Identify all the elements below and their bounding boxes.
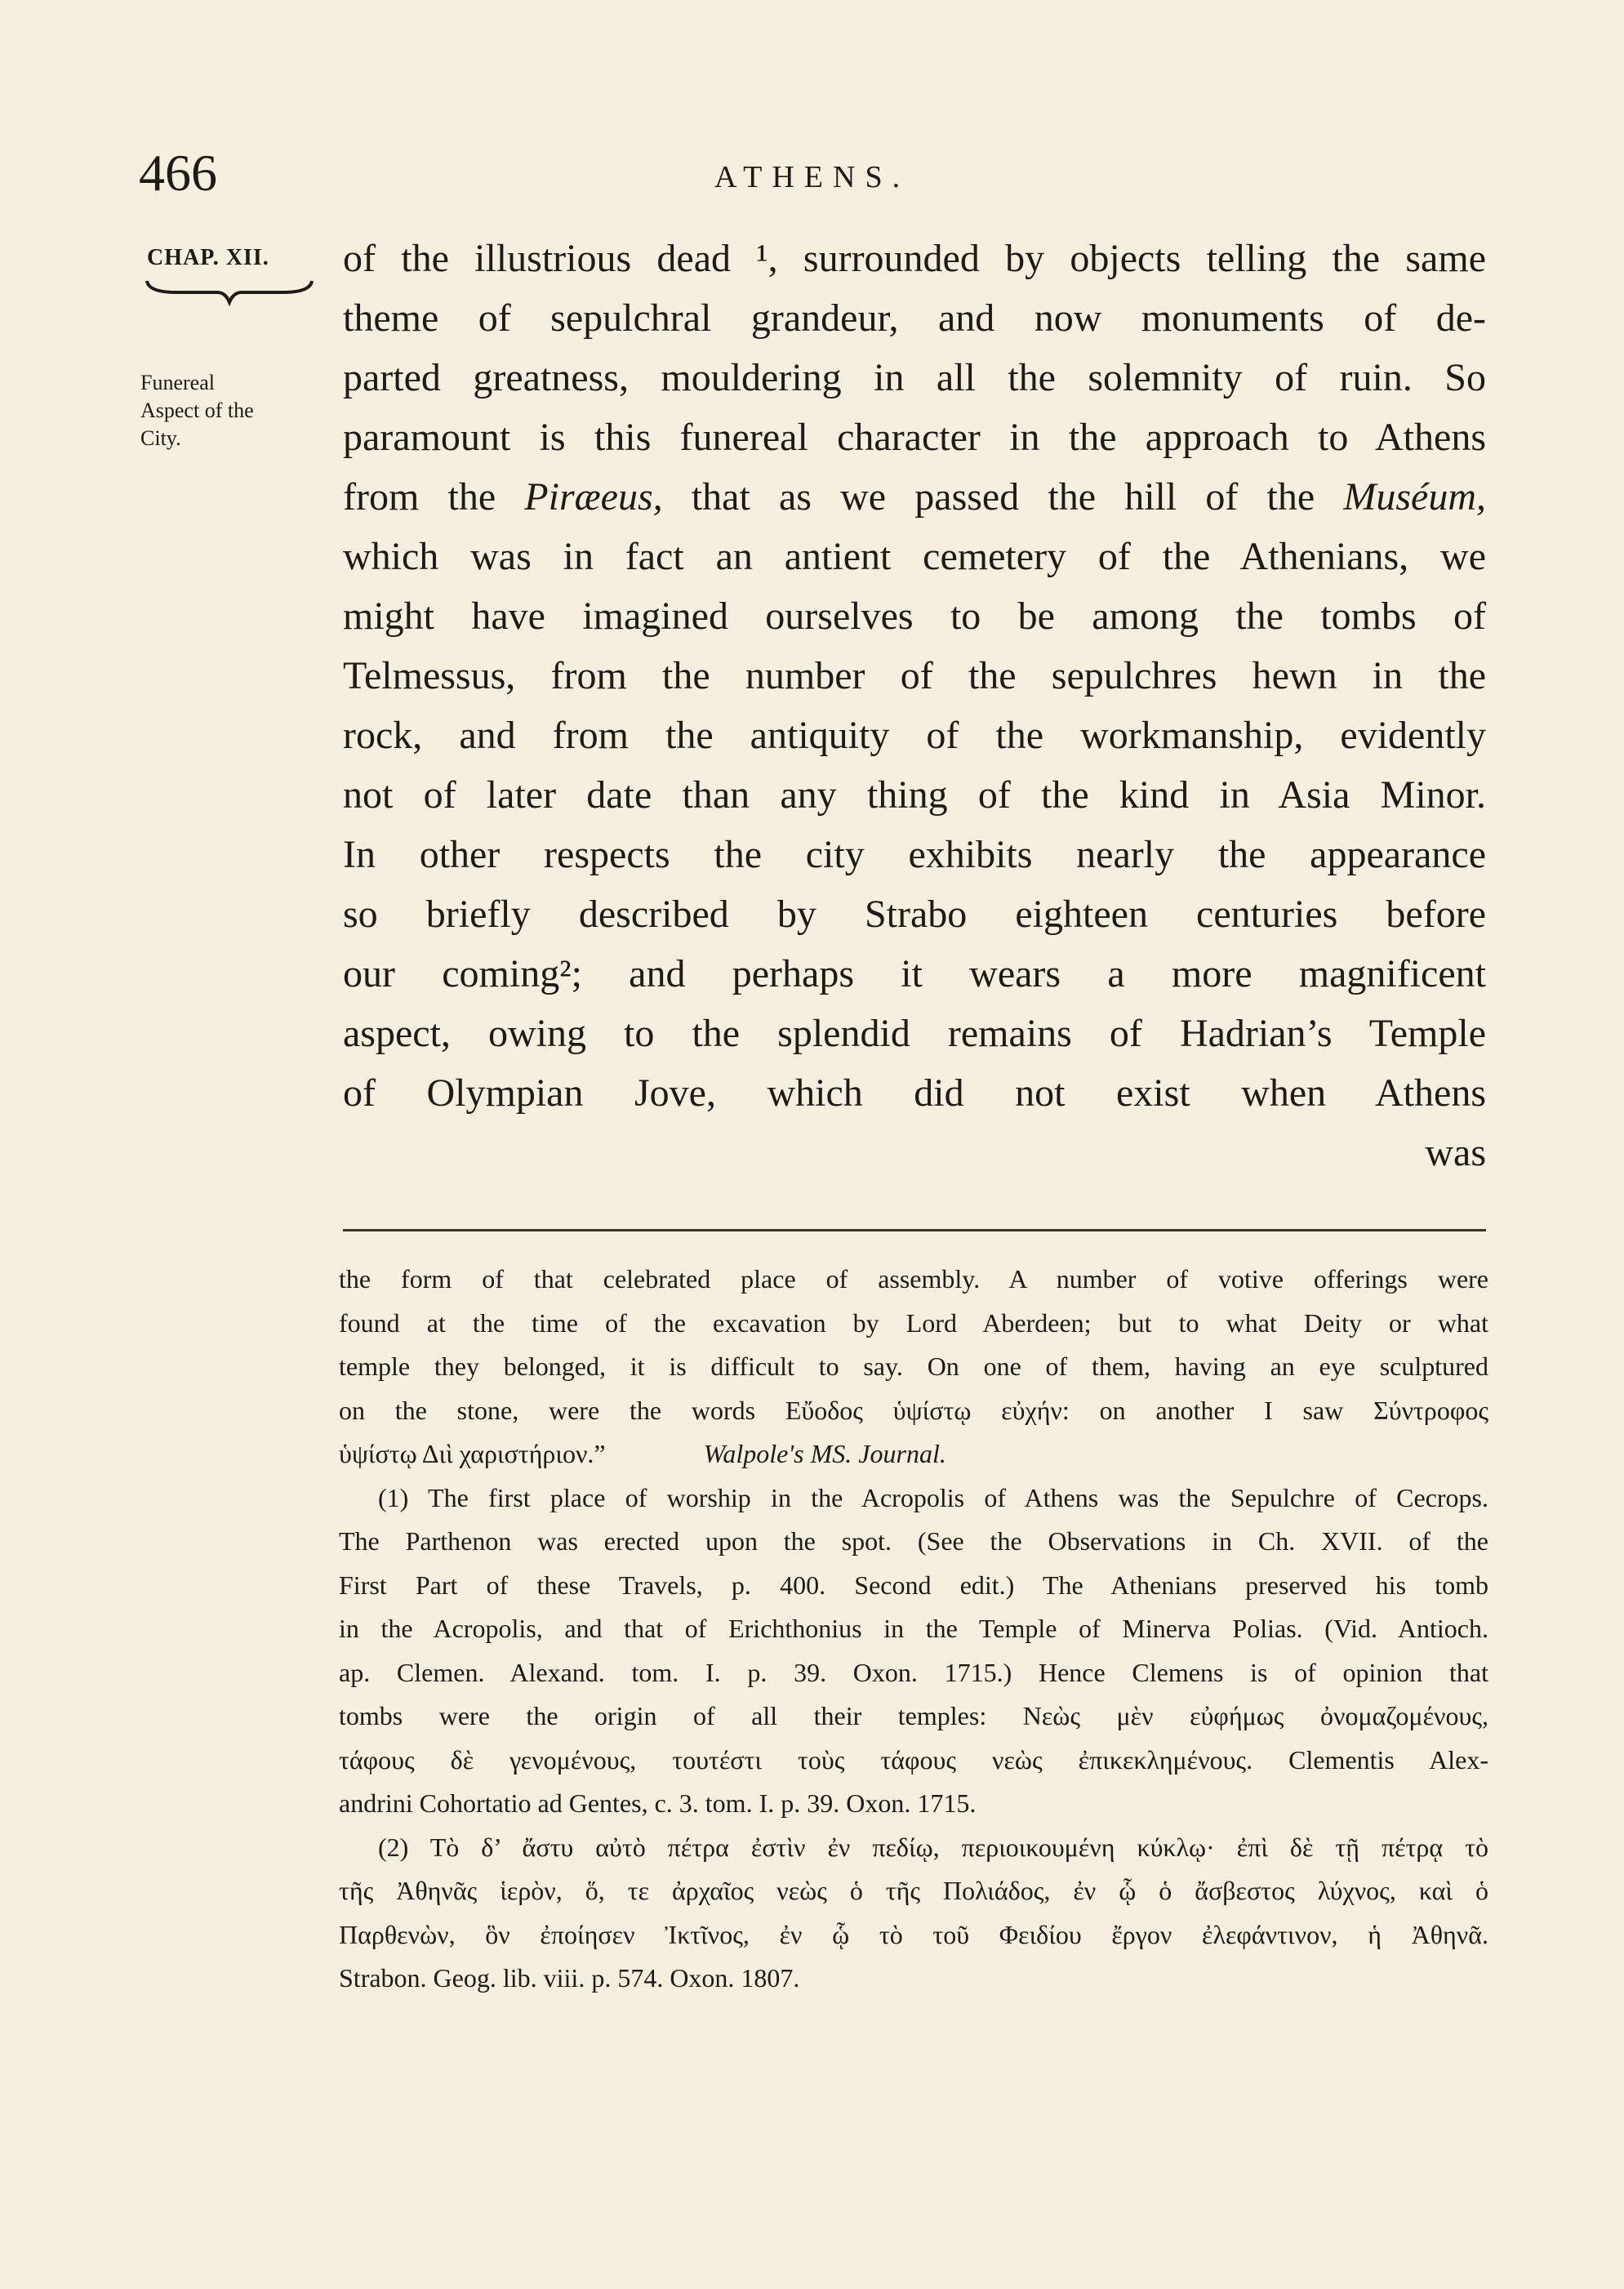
body-line: our coming²; and perhaps it wears a more magnificent <box>343 952 1486 995</box>
footnote-1-line: (1) The first place of worship in the Acropolis of Athens was the Sepulchre of Cecrops. <box>378 1482 1488 1512</box>
footnotes <box>339 1258 1488 2001</box>
chapter-label: CHAP. XII. <box>147 245 269 270</box>
body-line: of the illustrious dead ¹, surrounded by objects telling the same <box>343 237 1486 280</box>
footnote-2-line: Παρθενὼν, ὃν ἐποίησεν Ἰκτῖνος, ἐν ᾧ τὸ τοῦ Φειδίου ἔργον ἐλεφάντινον, ἡ Ἀθηνᾶ. <box>339 1919 1488 1949</box>
body-text-run: that as we passed the hill of the <box>662 475 1344 519</box>
footnote-1-line: tombs were the origin of all their temples: Νεὼς μὲν εὐφήμως ὀνομαζομένους, <box>339 1701 1488 1730</box>
footnote-line: the form of that celebrated place of assembly. A number of votive offerings were <box>339 1264 1488 1294</box>
footnote-1-line: ap. Clemen. Alexand. tom. I. p. 39. Oxon. 1715.) Hence Clemens is of opinion that <box>339 1657 1488 1687</box>
footnote-line: temple they belonged, it is difficult to say. On one of them, having an eye sculptured <box>339 1352 1488 1381</box>
body-line: not of later date than any thing of the kind in Asia Minor. <box>343 773 1486 817</box>
footnote-line <box>339 1432 1488 1476</box>
page-number: 466 <box>139 144 217 202</box>
side-note-line: City. <box>140 426 181 450</box>
footnote-source: Walpole's MS. Journal. <box>703 1439 946 1468</box>
chapter-brace-ornament <box>144 274 315 307</box>
body-line: rock, and from the antiquity of the workmanship, evidently <box>343 714 1486 757</box>
side-note-line: Aspect of the <box>140 399 254 422</box>
body-line: In other respects the city exhibits nearly the appearance <box>343 833 1486 876</box>
body-line <box>343 467 1486 527</box>
footnote-line: on the stone, were the words Εὔοδος ὑψίστῳ εὐχήν: on another I saw Σύντροφος <box>339 1395 1488 1425</box>
body-line: of Olympian Jove, which did not exist when Athens <box>343 1071 1486 1115</box>
body-line: theme of sepulchral grandeur, and now monuments of de- <box>343 296 1486 340</box>
footnote-1-line: First Part of these Travels, p. 400. Second edit.) The Athenians preserved his tomb <box>339 1570 1488 1600</box>
catchword: was <box>1425 1131 1486 1174</box>
footnote-line: found at the time of the excavation by Lord Aberdeen; but to what Deity or what <box>339 1307 1488 1338</box>
footnote-1-line: τάφους δὲ γενομένους, τουτέστι τοὺς τάφους νεὼς ἐπικεκλημένους. Clementis Alex- <box>339 1744 1488 1775</box>
body-line: which was in fact an antient cemetery of the Athenians, we <box>343 535 1486 578</box>
footnote-2-line: (2) Τὸ δ’ ἄστυ αὐτὸ πέτρα ἐστὶν ἐν πεδίῳ, περιοικουμένη κύκλῳ· ἐπὶ δὲ τῇ πέτρᾳ τὸ <box>378 1832 1488 1862</box>
running-title: ATHENS. <box>714 160 910 194</box>
body-line: Telmessus, from the number of the sepulchres hewn in the <box>343 654 1486 697</box>
footnote-divider <box>343 1229 1486 1231</box>
side-note-line: Funereal <box>140 371 215 394</box>
greek-quote: ὑψίστῳ Διὶ χαριστήριον.” <box>339 1439 606 1468</box>
body-text-run: from the <box>343 475 525 519</box>
footnote-2-line: τῆς Ἀθηνᾶς ἱερὸν, ὅ, τε ἀρχαῖος νεὼς ὁ τῆς Πολιάδος, ἐν ᾧ ὁ ἄσβεστος λύχνος, καὶ ὁ <box>339 1876 1488 1905</box>
footnote-1-line: The Parthenon was erected upon the spot. (See the Observations in Ch. XVII. of the <box>339 1526 1488 1556</box>
footnote-1-line: andrini Cohortatio ad Gentes, c. 3. tom. I. p. 39. Oxon. 1715. <box>339 1788 977 1818</box>
place-name-piraeus: Piræeus, <box>524 475 663 519</box>
footnote-2-line: Strabon. Geog. lib. viii. p. 574. Oxon. 1807. <box>339 1963 800 1993</box>
place-name-museum: Muséum, <box>1343 475 1486 519</box>
footnote-1-line: in the Acropolis, and that of Erichthonius in the Temple of Minerva Polias. (Vid. Antioch. <box>339 1614 1488 1643</box>
side-note <box>140 369 312 452</box>
body-text <box>343 229 1486 1182</box>
body-line: might have imagined ourselves to be among the tombs of <box>343 595 1486 638</box>
body-line: so briefly described by Strabo eighteen centuries before <box>343 893 1486 936</box>
body-line: aspect, owing to the splendid remains of Hadrian’s Temple <box>343 1012 1486 1055</box>
body-line: parted greatness, mouldering in all the solemnity of ruin. So <box>343 356 1486 399</box>
body-line: paramount is this funereal character in the approach to Athens <box>343 416 1486 459</box>
